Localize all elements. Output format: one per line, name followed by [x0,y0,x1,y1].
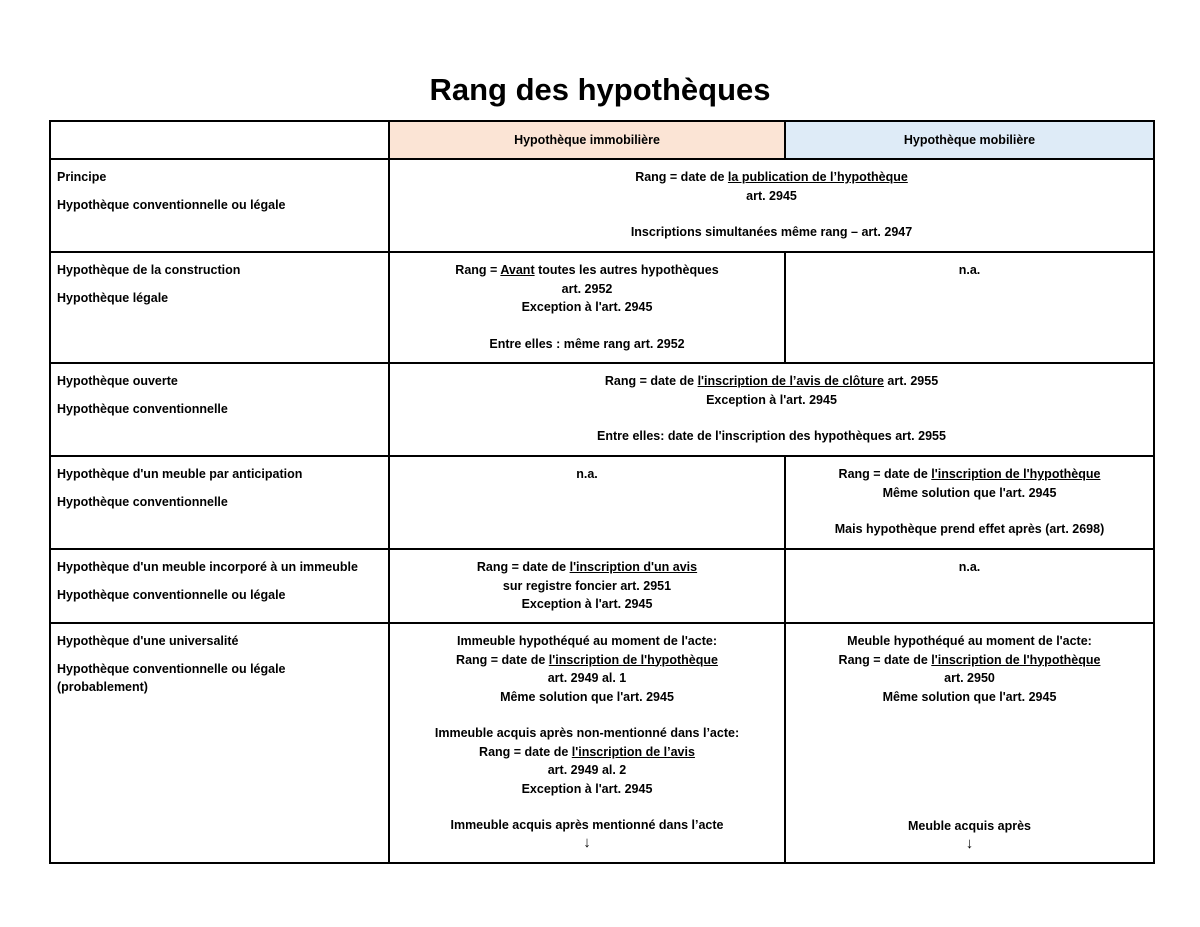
cell-text: Rang = date de [635,170,728,184]
row-title: Hypothèque d'un meuble incorporé à un immeuble [57,560,358,574]
table-row [50,252,1154,363]
mob-cell [785,252,1154,363]
cell-text: Même solution que l'art. 2945 [882,689,1057,704]
row-label [50,159,389,252]
cell-text: Exception à l'art. 2945 [521,300,653,314]
down-arrow-icon: ↓ [583,833,591,851]
cell-underlined-text: l'inscription de l'hypothèque [548,652,718,667]
cell-text: Mais hypothèque prend effet après (art. 2698) [834,522,1105,536]
cell-text: art. 2949 al. 1 [547,671,627,685]
cell-text: art. 2952 [561,281,613,296]
cell-text: sur registre foncier art. 2951 [502,578,672,593]
cell-text: Meuble hypothéqué au moment de l'acte: [847,634,1092,648]
header-empty-cell [50,121,389,159]
cell-text: Exception à l'art. 2945 [706,392,837,407]
row-subtitle: Hypothèque conventionnelle [57,401,228,416]
cell-text: n.a. [958,560,981,574]
merged-cell [389,363,1154,456]
cell-text: Immeuble acquis après mentionné dans l’acte [450,818,724,832]
row-title: Hypothèque de la construction [57,263,241,277]
row-subtitle: Hypothèque conventionnelle ou légale [57,587,286,602]
header-mobiliere: Hypothèque mobilière [785,121,1154,159]
merged-cell [389,159,1154,252]
cell-text: Rang = date de [456,652,549,667]
row-label [50,252,389,363]
mob-cell [785,456,1154,549]
cell-text: Même solution que l'art. 2945 [500,689,674,704]
row-label [50,549,389,623]
header-immobiliere: Hypothèque immobilière [389,121,785,159]
immo-cell [389,456,785,549]
cell-text: n.a. [958,263,981,277]
cell-text: Inscriptions simultanées même rang – art. 2947 [630,225,913,239]
row-title: Principe [57,170,107,184]
cell-text: Immeuble hypothéqué au moment de l'acte: [457,634,717,648]
cell-text: Rang = date de [838,652,932,667]
row-note: (probablement) [57,680,148,694]
cell-text: Même solution que l'art. 2945 [882,485,1057,500]
row-label [50,623,389,863]
cell-text: Exception à l'art. 2945 [521,597,653,611]
row-subtitle: Hypothèque conventionnelle ou légale [57,197,286,212]
header-row [50,121,1154,159]
cell-text: Exception à l'art. 2945 [521,781,653,796]
row-subtitle: Hypothèque conventionnelle ou légale [57,661,286,676]
table-row [50,363,1154,456]
cell-underlined-text: l'inscription de l’avis [571,744,695,759]
row-label [50,456,389,549]
cell-text: art. 2955 [883,374,939,388]
immo-cell [389,549,785,623]
cell-text: art. 2949 al. 2 [547,763,627,777]
cell-text: art. 2945 [746,188,797,203]
row-label [50,363,389,456]
table-row [50,456,1154,549]
cell-underlined-text: Avant [500,263,535,277]
table-row [50,623,1154,863]
cell-text: n.a. [576,467,598,481]
table-row [50,549,1154,623]
cell-text: toutes les autres hypothèques [534,263,719,277]
cell-text: Rang = date de [479,744,572,759]
mob-cell [785,623,1154,863]
cell-text: Rang = date de [476,560,570,574]
cell-underlined-text: l'inscription de l'hypothèque [931,652,1101,667]
row-title: Hypothèque d'un meuble par anticipation [57,467,303,481]
page-title: Rang des hypothèques [429,72,771,107]
immo-cell [389,623,785,863]
cell-text: Rang = date de [604,374,698,388]
down-arrow-icon: ↓ [965,834,974,852]
row-title: Hypothèque ouverte [57,374,178,388]
table-row [50,159,1154,252]
immo-cell [389,252,785,363]
cell-underlined-text: l'inscription de l'hypothèque [931,467,1101,481]
cell-text: Entre elles : même rang art. 2952 [489,336,685,351]
cell-underlined-text: l'inscription de l’avis de clôture [697,374,884,388]
cell-text: art. 2950 [944,671,995,685]
cell-text: Entre elles: date de l'inscription des hypothèques art. 2955 [597,429,946,443]
mortgage-rank-table [49,120,1155,864]
cell-text: Meuble acquis après [908,819,1031,833]
row-subtitle: Hypothèque conventionnelle [57,494,228,509]
cell-text: Immeuble acquis après non-mentionné dans l’acte: [434,726,740,740]
mob-cell [785,549,1154,623]
cell-text: Rang = date de [838,467,932,481]
cell-underlined-text: l'inscription d'un avis [569,560,698,574]
row-title: Hypothèque d'une universalité [57,634,239,648]
row-subtitle: Hypothèque légale [57,290,169,305]
cell-underlined-text: la publication de l’hypothèque [727,170,908,184]
cell-text: Rang = [455,263,501,277]
